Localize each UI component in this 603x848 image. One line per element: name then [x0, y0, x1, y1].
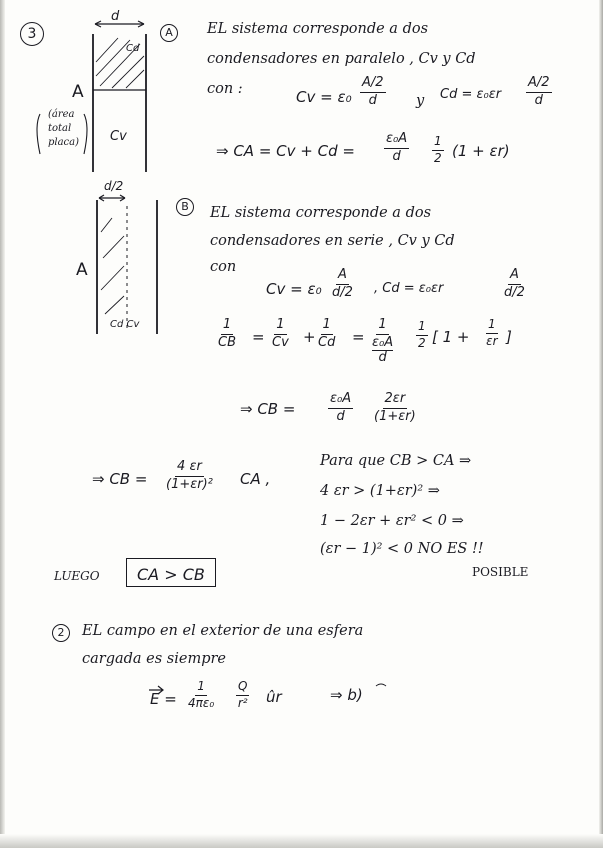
cb-den1: d [336, 408, 345, 424]
cb2-rhs: CA , [240, 470, 271, 488]
field-lhs: E = [150, 690, 177, 708]
cond-line3: 1 − 2εr + εr² < 0 ⇒ [320, 513, 464, 529]
cond-line4: (εr − 1)² < 0 NO ES !! [320, 541, 484, 557]
p2-text-line1: EL campo en el exterior de una esfera [82, 623, 364, 639]
cb-num1: ε₀A [328, 392, 353, 409]
part-a-half-num: 1 [432, 135, 444, 151]
part-a-result-lhs: ⇒ CA = Cv + Cd = [216, 142, 355, 160]
part-a-result-den: d [392, 148, 401, 164]
conclusion-box: CA > CB [126, 558, 216, 587]
cb2-num: 4 εr [175, 460, 204, 477]
cb2-den: (1+εr)² [166, 476, 213, 492]
series-close: ] [506, 328, 512, 346]
conclusion-label: LUEGO [54, 569, 100, 583]
series-plus: + [303, 328, 316, 346]
part-b-text-line1: EL sistema corresponde a dos [210, 205, 432, 221]
series-cv: Cv [272, 334, 289, 350]
part-b-label: B [176, 198, 194, 216]
problem-number-2: 2 [52, 624, 70, 642]
series-half-den: 2 [418, 335, 426, 350]
part-a-text-line2: condensadores en paralelo , Cv y Cd [207, 51, 476, 67]
part-a-label: A [160, 24, 178, 42]
series-bracket-open: [ 1 + [432, 328, 470, 346]
part-a-and: y [416, 93, 425, 109]
part-a-half-den: 2 [434, 150, 442, 165]
series-cb: CB [218, 334, 236, 350]
series-bracket [432, 330, 470, 345]
fig-a-top-label: Cd [126, 43, 140, 54]
cb-den2: (1+εr) [374, 408, 416, 424]
field-den1: 4πε₀ [188, 695, 215, 710]
field-frac2 [236, 680, 249, 711]
part-a-result-rhs: (1 + εr) [452, 142, 510, 160]
part-a-cd-num: A/2 [526, 76, 552, 93]
problem-number-3: 3 [20, 22, 44, 46]
part-b-text-line2: condensadores en serie , Cv y Cd [210, 233, 455, 249]
fig-b-bottom-label: Cd Cv [110, 319, 140, 330]
part-a-cv-fraction [360, 76, 386, 109]
field-den2: r² [237, 695, 248, 710]
field-num1: 1 [195, 680, 207, 696]
part-b-cd-num: A [508, 268, 521, 285]
series-d: d [378, 350, 387, 366]
cb2-lhs: ⇒ CB = [92, 470, 148, 488]
series-1b: 1 [274, 318, 286, 335]
field-ur: ûr [266, 688, 282, 706]
part-a-result-num: ε₀A [384, 132, 409, 149]
part-a-cd-fraction [526, 76, 552, 109]
cb-frac2 [374, 392, 416, 425]
field-num2: Q [236, 680, 249, 696]
series-1-over-er [486, 318, 498, 349]
part-a-cd-den: d [534, 92, 543, 108]
cond-line1: Para que CB > CA ⇒ [320, 453, 472, 469]
cb-frac1 [328, 392, 353, 425]
part-a-cv-num: A/2 [360, 76, 386, 93]
p2-answer: ⇒ b) [330, 686, 363, 704]
cb2-frac [166, 460, 213, 493]
p2-text-line2: cargada es siempre [82, 651, 226, 667]
part-a-text-line1: EL sistema corresponde a dos [207, 21, 429, 37]
fig-a-note-line2: total [48, 123, 72, 134]
field-frac1 [188, 680, 214, 711]
part-b-cv-lhs: Cv = ε₀ [266, 280, 322, 298]
part-b-cd-fraction [504, 268, 525, 301]
series-1c: 1 [321, 318, 333, 335]
series-eq1: = [252, 328, 265, 346]
series-half [416, 320, 428, 351]
part-a-cd-lhs: Cd = ε₀εr [440, 87, 502, 102]
series-1-over-big [372, 318, 393, 366]
fig-b-width-label: d/2 [104, 179, 124, 193]
part-b-cd-den: d/2 [504, 284, 525, 300]
series-1: 1 [221, 318, 233, 335]
part-b-cd-lhs: , Cd = ε₀εr [374, 281, 444, 296]
series-1e: 1 [416, 320, 428, 336]
series-e0a: ε₀A [372, 334, 394, 350]
cb-num2: 2εr [383, 392, 408, 409]
part-a-text-line3: con : [207, 81, 243, 97]
cb-lhs: ⇒ CB = [240, 400, 296, 418]
cond-line5: POSIBLE [472, 565, 529, 579]
fig-a-note-line1: (área [48, 109, 75, 120]
part-a-result-fraction [384, 132, 409, 165]
fig-a-width-label: d [111, 9, 120, 24]
part-a-half-fraction [432, 135, 444, 166]
fig-a-note-line3: placa) [48, 137, 80, 148]
fig-b-hatch [101, 218, 124, 314]
series-1-over-cd [318, 318, 335, 351]
series-1-over-cb [218, 318, 236, 351]
series-1d: 1 [376, 318, 388, 335]
series-big-den [372, 335, 393, 366]
part-b-cv-num: A [336, 268, 349, 285]
series-eq2: = [352, 328, 365, 346]
part-a-cv-lhs: Cv = ε₀ [296, 88, 352, 106]
cond-line2: 4 εr > (1+εr)² ⇒ [320, 483, 440, 499]
part-b-cv-den: d/2 [332, 284, 353, 300]
fig-b-side-label: A [76, 260, 88, 280]
series-1-over-cv [272, 318, 289, 351]
series-cd: Cd [318, 334, 336, 350]
fig-a-bottom-label: Cv [110, 129, 127, 144]
part-b-text-line3: con [210, 259, 237, 275]
fig-a-side-label: A [72, 82, 84, 102]
part-a-cv-den: d [368, 92, 377, 108]
part-b-cv-fraction [332, 268, 353, 301]
series-1f: 1 [486, 318, 498, 334]
series-er: εr [486, 333, 498, 348]
